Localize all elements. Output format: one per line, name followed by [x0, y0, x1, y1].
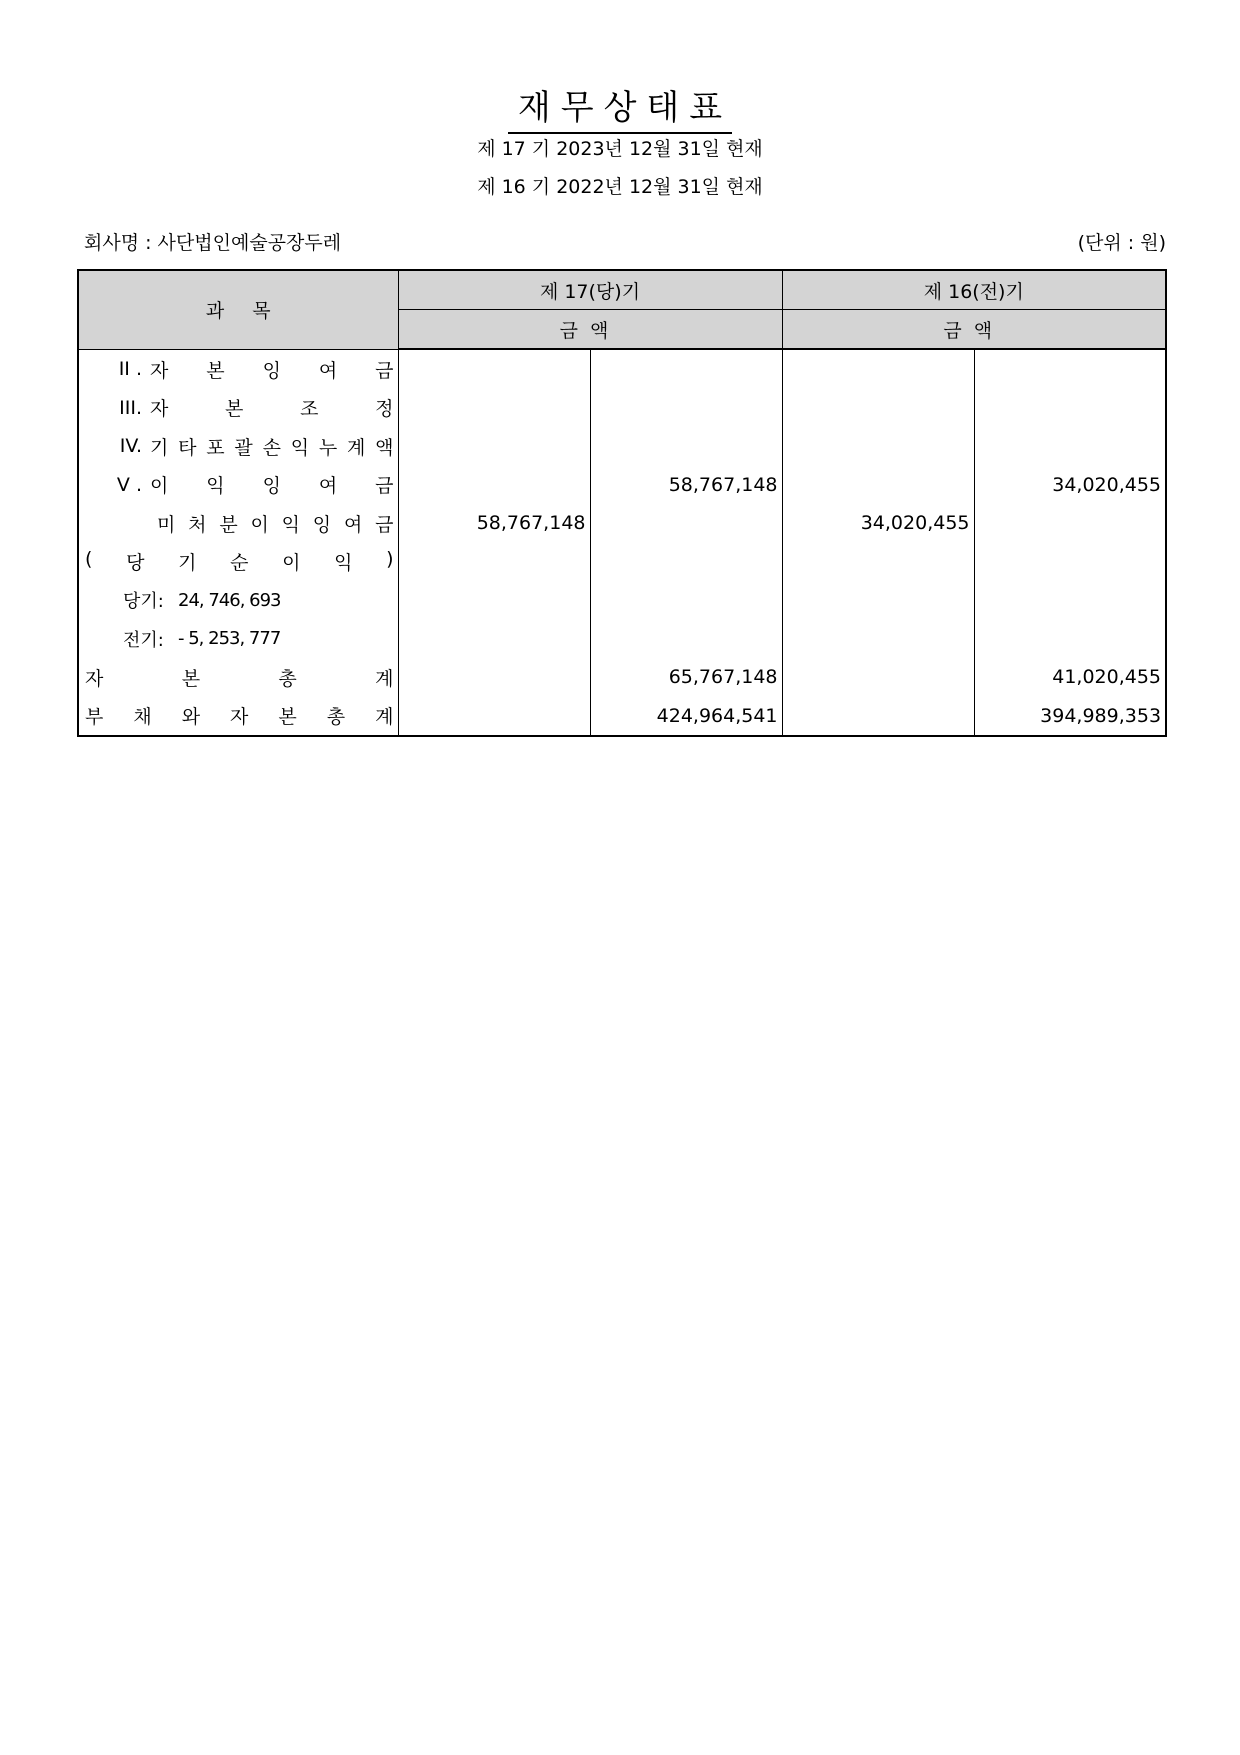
prior-detail	[782, 620, 974, 659]
table-row	[78, 697, 1166, 737]
prior-total	[974, 581, 1166, 620]
prior-detail	[782, 543, 974, 582]
row-label-text: 부 채 와 자 본 총 계	[85, 706, 394, 729]
current-detail	[398, 697, 590, 737]
current-total	[590, 620, 782, 659]
row-label-text: 자 본 총 계	[85, 667, 394, 690]
row-label	[78, 543, 398, 582]
current-total: 424,964,541	[590, 697, 782, 737]
prior-detail	[782, 658, 974, 697]
prior-detail	[782, 581, 974, 620]
current-total	[590, 349, 782, 389]
prior-detail	[782, 427, 974, 466]
current-total	[590, 389, 782, 428]
row-label-text: ( 당 기 순 이 익 )	[85, 548, 394, 575]
prior-total	[974, 543, 1166, 582]
row-label	[78, 697, 398, 737]
prior-total	[974, 620, 1166, 659]
current-detail	[398, 427, 590, 466]
current-detail	[398, 543, 590, 582]
current-detail	[398, 581, 590, 620]
net-income-prior: - 5, 253, 777	[178, 628, 281, 650]
document-title: 재무상태표	[0, 80, 1240, 129]
table-row	[78, 349, 1166, 389]
header-amount-prior: 금액	[782, 310, 1166, 350]
row-label-text: 미 처 분 이 익 잉 여 금	[157, 513, 394, 536]
header-prior-period: 제 16(전)기	[782, 270, 1166, 310]
prior-total: 34,020,455	[974, 466, 1166, 505]
row-label: 당기: 24, 746, 693	[78, 581, 398, 620]
current-detail	[398, 389, 590, 428]
row-label-text: 기 타 포 괄 손 익 누 계 액	[150, 436, 394, 459]
row-label: IV. 기 타 포 괄 손 익 누 계 액	[78, 427, 398, 466]
table-row	[78, 427, 1166, 466]
prior-total: 394,989,353	[974, 697, 1166, 737]
row-label: 전기: - 5, 253, 777	[78, 620, 398, 659]
row-label-text: 이 익 잉 여 금	[150, 475, 394, 498]
current-detail	[398, 466, 590, 505]
header-item: 과목	[78, 270, 398, 349]
prior-total	[974, 504, 1166, 543]
prior-detail: 34,020,455	[782, 504, 974, 543]
prior-total	[974, 349, 1166, 389]
table-row	[78, 581, 1166, 620]
prior-total: 41,020,455	[974, 658, 1166, 697]
table-row	[78, 389, 1166, 428]
table-row	[78, 620, 1166, 659]
row-label: II . 자 본 잉 여 금	[78, 349, 398, 389]
prior-detail	[782, 466, 974, 505]
current-total: 58,767,148	[590, 466, 782, 505]
row-label	[78, 658, 398, 697]
prior-detail	[782, 349, 974, 389]
current-total	[590, 504, 782, 543]
row-label: III. 자 본 조 정	[78, 389, 398, 428]
balance-sheet-table	[77, 269, 1167, 737]
current-detail	[398, 620, 590, 659]
table-row	[78, 504, 1166, 543]
prior-total	[974, 389, 1166, 428]
table-row	[78, 466, 1166, 505]
current-detail	[398, 349, 590, 389]
prior-total	[974, 427, 1166, 466]
row-label-text: 자 본 조 정	[150, 398, 394, 421]
header-amount-current: 금액	[398, 310, 782, 350]
current-detail	[398, 658, 590, 697]
header-current-period: 제 17(당)기	[398, 270, 782, 310]
row-label-text: 자 본 잉 여 금	[150, 359, 394, 382]
net-income-current: 24, 746, 693	[178, 589, 281, 611]
table-row	[78, 543, 1166, 582]
unit-label: (단위 : 원)	[1077, 232, 1166, 254]
row-label	[78, 504, 398, 543]
current-detail: 58,767,148	[398, 504, 590, 543]
period-current: 제 17 기 2023년 12월 31일 현재	[477, 138, 763, 160]
current-total: 65,767,148	[590, 658, 782, 697]
current-total	[590, 581, 782, 620]
prior-detail	[782, 389, 974, 428]
company-name: 회사명 : 사단법인예술공장두레	[84, 232, 342, 254]
prior-detail	[782, 697, 974, 737]
current-total	[590, 543, 782, 582]
table-row	[78, 658, 1166, 697]
period-prior: 제 16 기 2022년 12월 31일 현재	[477, 176, 763, 198]
row-label: V . 이 익 잉 여 금	[78, 466, 398, 505]
current-total	[590, 427, 782, 466]
